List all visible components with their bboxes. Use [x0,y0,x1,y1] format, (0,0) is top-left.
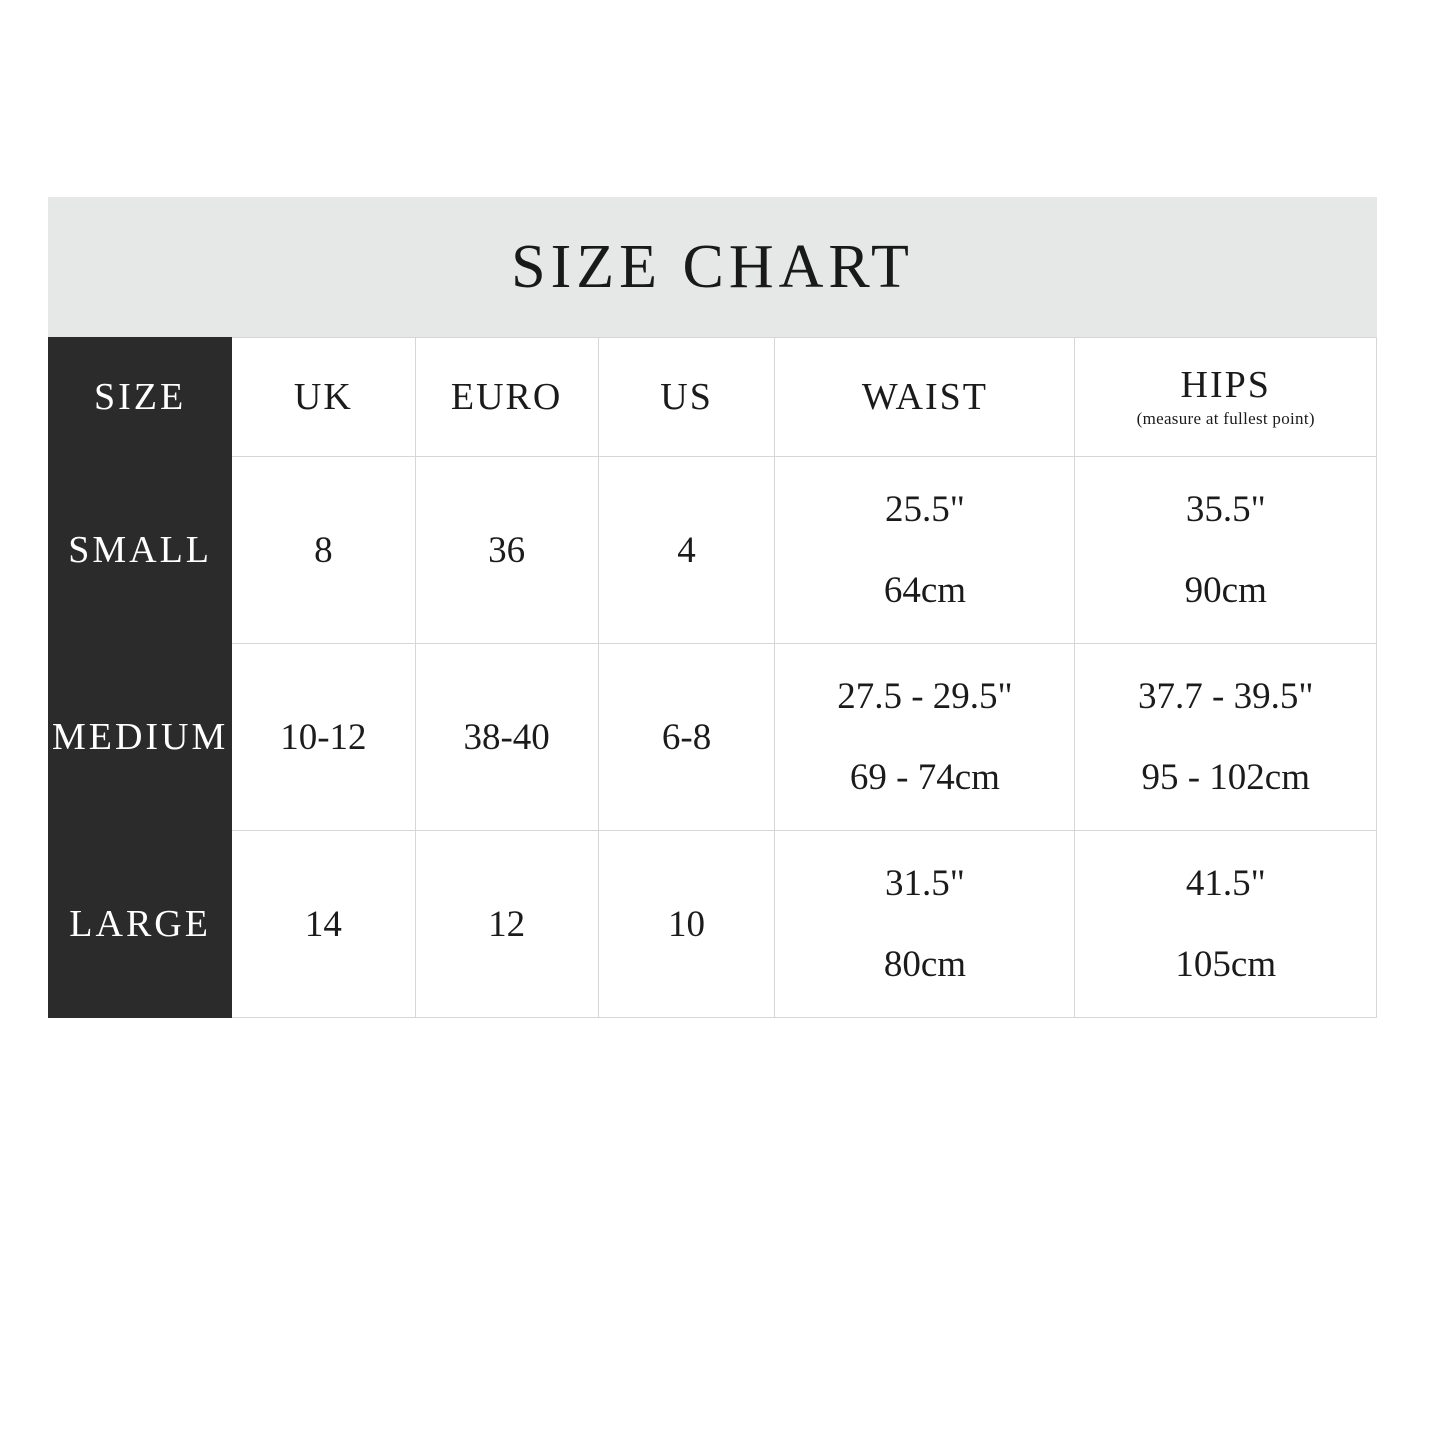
cell-small-hips-inches: 35.5" [1185,489,1266,530]
cell-medium-waist-cm: 69 - 74cm [849,757,1000,798]
cell-small-us: 4 [598,457,775,644]
row-label-medium: MEDIUM [49,644,232,831]
column-header-uk: UK [232,338,415,457]
cell-medium-us: 6-8 [598,644,775,831]
cell-small-hips [1075,457,1377,644]
column-header-hips-note: (measure at fullest point) [1136,409,1315,429]
column-header-hips-label: HIPS [1180,364,1271,407]
column-header-waist: WAIST [775,338,1075,457]
table-header-row [49,338,1377,457]
cell-small-hips-cm: 90cm [1184,570,1267,611]
cell-medium-waist-inches: 27.5 - 29.5" [837,676,1013,717]
cell-large-euro: 12 [415,831,598,1018]
table-row [49,831,1377,1018]
cell-medium-waist [775,644,1075,831]
cell-large-hips [1075,831,1377,1018]
cell-large-uk: 14 [232,831,415,1018]
column-header-us: US [598,338,775,457]
cell-small-euro: 36 [415,457,598,644]
table-row [49,644,1377,831]
cell-large-waist-cm: 80cm [883,944,967,985]
cell-small-waist [775,457,1075,644]
cell-medium-hips-cm: 95 - 102cm [1141,757,1310,798]
cell-small-waist-inches: 25.5" [884,489,965,530]
cell-large-waist [775,831,1075,1018]
cell-small-uk: 8 [232,457,415,644]
chart-title-bar [48,197,1377,337]
table-header [49,338,1377,457]
cell-small-waist-cm: 64cm [883,570,967,611]
column-header-size: SIZE [49,338,232,457]
page-title: SIZE CHART [511,233,914,301]
size-chart-container [48,197,1377,1018]
row-label-small: SMALL [49,457,232,644]
row-label-large: LARGE [49,831,232,1018]
table-body [49,457,1377,1018]
cell-large-hips-cm: 105cm [1175,944,1277,985]
cell-large-hips-inches: 41.5" [1185,863,1266,904]
cell-medium-hips-inches: 37.7 - 39.5" [1138,676,1314,717]
cell-medium-uk: 10-12 [232,644,415,831]
table-row [49,457,1377,644]
cell-large-waist-inches: 31.5" [884,863,965,904]
column-header-hips [1075,338,1377,457]
size-chart-table [48,337,1377,1018]
cell-large-us: 10 [598,831,775,1018]
cell-medium-hips [1075,644,1377,831]
column-header-euro: EURO [415,338,598,457]
cell-medium-euro: 38-40 [415,644,598,831]
